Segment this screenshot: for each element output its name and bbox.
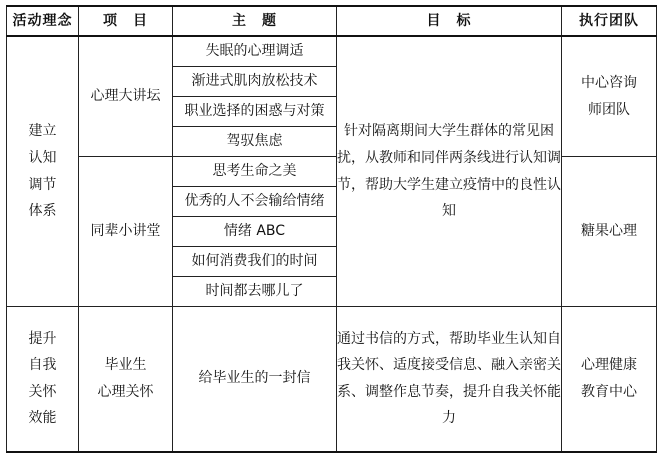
topic-cell: 如何消费我们的时间	[173, 247, 337, 277]
header-row	[7, 6, 657, 36]
topic-cell: 给毕业生的一封信	[173, 307, 337, 452]
topic-cell: 情绪 ABC	[173, 217, 337, 247]
concept-line: 自我	[28, 357, 57, 374]
table-row	[7, 36, 657, 67]
header-topic: 主 题	[173, 6, 337, 36]
team-cell: 糖果心理	[562, 157, 657, 307]
table-row	[7, 307, 657, 452]
project-line: 毕业生	[104, 357, 147, 374]
team-line: 中心咨询	[581, 74, 637, 91]
project-cell: 同辈小讲堂	[79, 157, 173, 307]
project-cell	[79, 307, 173, 452]
header-goal: 目 标	[337, 6, 562, 36]
concept-line: 效能	[28, 410, 57, 427]
team-cell	[562, 307, 657, 452]
team-cell	[562, 36, 657, 157]
concept-line: 建立	[28, 123, 57, 140]
concept-line: 提升	[28, 330, 57, 347]
concept-line: 认知	[28, 149, 57, 166]
topic-cell: 优秀的人不会输给情绪	[173, 187, 337, 217]
team-line: 心理健康	[581, 357, 637, 374]
header-project: 项 目	[79, 6, 173, 36]
project-line: 心理关怀	[97, 383, 154, 400]
header-concept: 活动理念	[7, 6, 79, 36]
topic-cell: 驾驭焦虑	[173, 127, 337, 157]
goal-cell: 通过书信的方式，帮助毕业生认知自我关怀、适度接受信息、融入亲密关系、调整作息节奏，提升自我关怀能力	[337, 307, 562, 452]
activity-table	[6, 5, 657, 453]
team-line: 师团队	[588, 101, 630, 118]
header-team: 执行团队	[562, 6, 657, 36]
concept-cell	[7, 36, 79, 307]
topic-cell: 失眠的心理调适	[173, 36, 337, 67]
concept-line: 体系	[28, 203, 57, 220]
topic-cell: 职业选择的困惑与对策	[173, 97, 337, 127]
goal-cell: 针对隔离期间大学生群体的常见困扰，从教师和同伴两条线进行认知调节，帮助大学生建立疫情中的良性认知	[337, 36, 562, 307]
team-line: 教育中心	[581, 383, 637, 400]
concept-line: 关怀	[28, 383, 57, 400]
topic-cell: 时间都去哪儿了	[173, 277, 337, 307]
topic-cell: 渐进式肌肉放松技术	[173, 67, 337, 97]
project-cell: 心理大讲坛	[79, 36, 173, 157]
concept-line: 调节	[28, 176, 57, 193]
concept-cell	[7, 307, 79, 452]
topic-cell: 思考生命之美	[173, 157, 337, 187]
